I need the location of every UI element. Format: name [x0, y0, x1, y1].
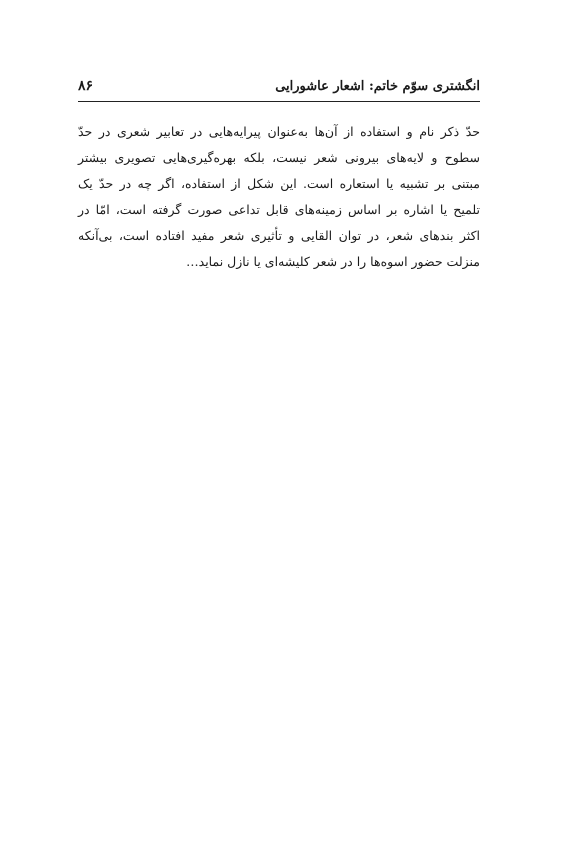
text-line: اکثر بندهای شعر، در توان القایی و تأثیری شعر مفید افتاده است، بی‌آنکه — [78, 228, 480, 243]
page-header — [78, 73, 480, 102]
page-number: ۸۶ — [78, 78, 94, 94]
text-line: تلمیح یا اشاره بر اساس زمینه‌های قابل تداعی صورت گرفته است، امّا در — [78, 202, 480, 217]
text-line: حدّ ذکر نام و استفاده از آن‌ها به‌عنوان پیرایه‌هایی در تعابیر شعری در حدّ — [78, 124, 480, 139]
text-line: سطوح و لایه‌های بیرونی شعر نیست، بلکه بهره‌گیری‌هایی تصویری بیشتر — [78, 150, 480, 165]
text-line: منزلت حضور اسوه‌ها را در شعر کلیشه‌ای یا نازل نماید… — [186, 254, 480, 269]
running-title: انگشتری سوّم خاتم: اشعار عاشورایی — [275, 78, 480, 94]
body-paragraph — [78, 119, 480, 275]
text-line: مبتنی بر تشبیه یا استعاره است. این شکل از استفاده، اگر چه در حدّ یک — [78, 176, 480, 191]
